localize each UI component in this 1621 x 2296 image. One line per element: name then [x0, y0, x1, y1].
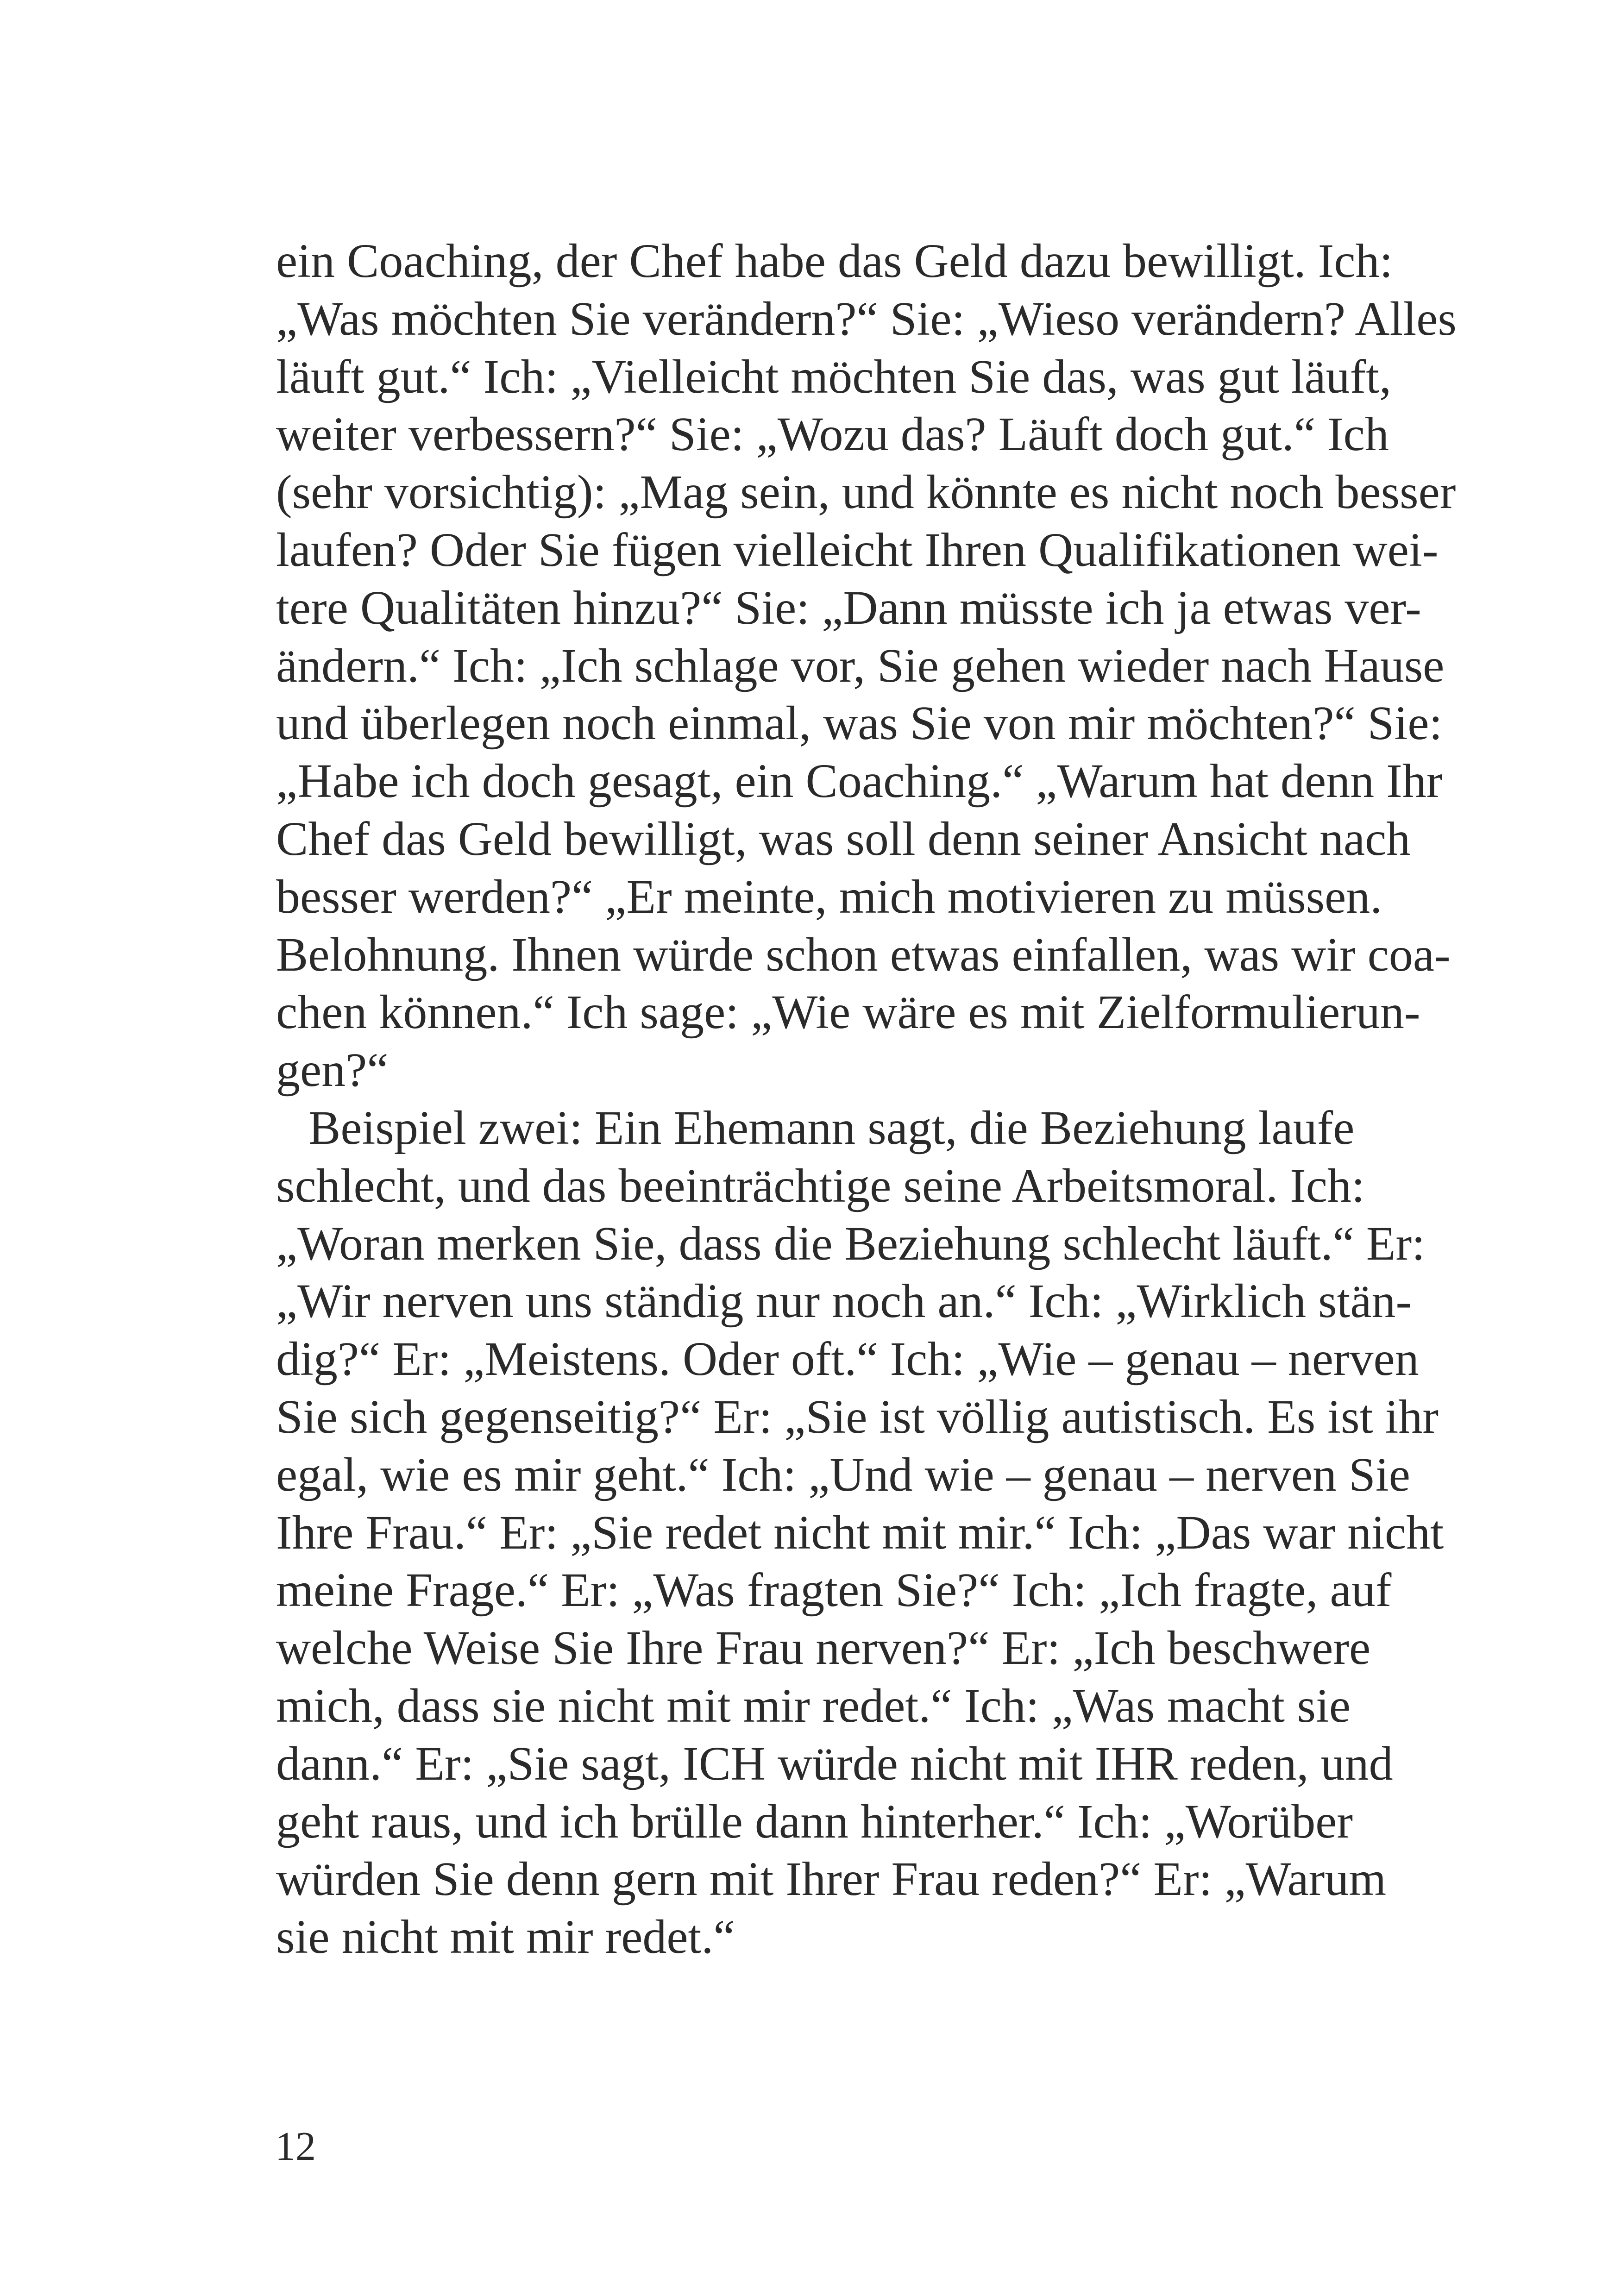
text-line: (sehr vorsichtig): „Mag sein, und könnte es nicht noch besser: [276, 465, 1456, 519]
page-number: 12: [275, 2124, 316, 2169]
text-line: würden Sie denn gern mit Ihrer Frau reden?“ Er: „Warum: [276, 1852, 1387, 1906]
text-line: welche Weise Sie Ihre Frau nerven?“ Er: „Ich beschwere: [276, 1621, 1371, 1675]
text-line: Ihre Frau.“ Er: „Sie redet nicht mit mir.“ Ich: „Das war nicht: [276, 1506, 1444, 1559]
text-line: egal, wie es mir geht.“ Ich: „Und wie – genau – nerven Sie: [276, 1448, 1410, 1501]
text-line: „Habe ich doch gesagt, ein Coaching.“ „Warum hat denn Ihr: [276, 754, 1443, 808]
text-line: Beispiel zwei: Ein Ehemann sagt, die Beziehung laufe: [308, 1101, 1355, 1154]
text-line: Belohnung. Ihnen würde schon etwas einfallen, was wir coa-: [276, 928, 1451, 981]
text-line: „Wir nerven uns ständig nur noch an.“ Ich: „Wirklich stän-: [276, 1274, 1412, 1328]
paragraph-1: [276, 232, 1457, 1099]
body-text: [276, 232, 1457, 1966]
text-line: Chef das Geld bewilligt, was soll denn seiner Ansicht nach: [276, 812, 1411, 866]
text-line: laufen? Oder Sie fügen vielleicht Ihren Qualifikationen wei-: [276, 523, 1439, 577]
text-line: gen?“: [276, 1043, 389, 1097]
paragraph-2: [276, 1099, 1444, 1966]
text-line: sie nicht mit mir redet.“: [276, 1910, 735, 1964]
text-line: schlecht, und das beeinträchtige seine Arbeitsmoral. Ich:: [276, 1159, 1365, 1212]
text-line: dig?“ Er: „Meistens. Oder oft.“ Ich: „Wie – genau – nerven: [276, 1332, 1419, 1386]
text-line: mich, dass sie nicht mit mir redet.“ Ich: „Was macht sie: [276, 1679, 1351, 1732]
text-line: Sie sich gegenseitig?“ Er: „Sie ist völlig autistisch. Es ist ihr: [276, 1390, 1439, 1443]
text-line: weiter verbessern?“ Sie: „Wozu das? Läuft doch gut.“ Ich: [276, 408, 1389, 461]
text-line: meine Frage.“ Er: „Was fragten Sie?“ Ich: „Ich fragte, auf: [276, 1563, 1392, 1617]
text-line: tere Qualitäten hinzu?“ Sie: „Dann müsste ich ja etwas ver-: [276, 581, 1421, 634]
text-line: chen können.“ Ich sage: „Wie wäre es mit Zielformulierun-: [276, 985, 1420, 1039]
text-line: ändern.“ Ich: „Ich schlage vor, Sie gehen wieder nach Hause: [276, 639, 1445, 692]
text-line: ein Coaching, der Chef habe das Geld dazu bewilligt. Ich:: [276, 234, 1393, 288]
text-line: dann.“ Er: „Sie sagt, ICH würde nicht mit IHR reden, und: [276, 1737, 1393, 1790]
text-line: „Woran merken Sie, dass die Beziehung schlecht läuft.“ Er:: [276, 1217, 1425, 1270]
text-line: „Was möchten Sie verändern?“ Sie: „Wieso verändern? Alles: [276, 292, 1457, 345]
text-line: läuft gut.“ Ich: „Vielleicht möchten Sie das, was gut läuft,: [276, 350, 1392, 403]
text-line: besser werden?“ „Er meinte, mich motivieren zu müssen.: [276, 870, 1382, 923]
text-line: geht raus, und ich brülle dann hinterher.“ Ich: „Worüber: [276, 1794, 1353, 1848]
text-line: und überlegen noch einmal, was Sie von mir möchten?“ Sie:: [276, 696, 1443, 750]
